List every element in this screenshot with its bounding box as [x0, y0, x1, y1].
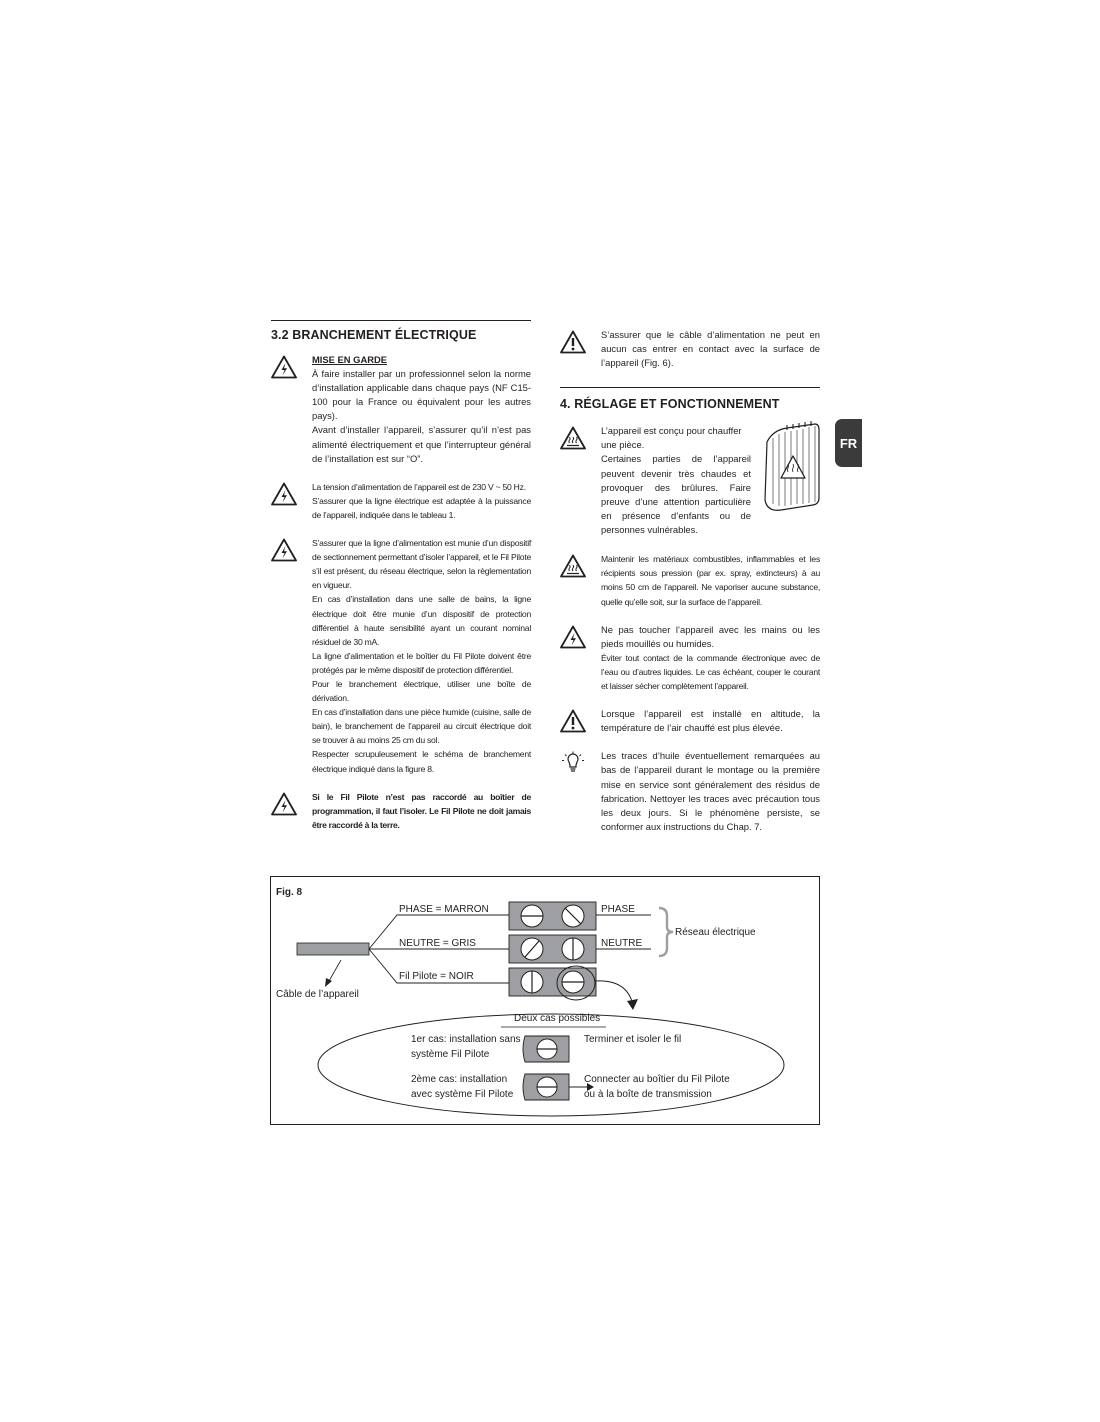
paragraph: Avant d’installer l’appareil, s’assurer qu’il n’est pas alimenté électriquement et que l’interrupteur général de l’installation est sur “O”.	[312, 424, 531, 464]
paragraph: Si le Fil Pilote n’est pas raccordé au boîtier de programmation, il faut l’isoler. Le Fil Pilote ne doit jamais être raccordé à la terre.	[312, 791, 531, 830]
paragraph: S’assurer que le câble d’alimentation ne peut en aucun cas entrer en contact avec la surface de l’appareil (Fig. 6).	[601, 329, 820, 369]
cases-ellipse	[318, 1014, 784, 1116]
warning-block-4	[271, 790, 531, 832]
section-rule	[271, 320, 531, 321]
reseau-label: Réseau électrique	[675, 927, 756, 938]
hot-surface-block-2	[560, 552, 820, 608]
section-rule	[560, 387, 820, 388]
section-title-4: 4. RÉGLAGE ET FONCTIONNEMENT	[560, 397, 780, 412]
warning-block-cable	[560, 328, 820, 370]
hot-surface-icon	[560, 426, 586, 450]
terminal-block-pilote	[509, 966, 596, 1000]
case2-line1: 2ème cas: installation	[411, 1074, 508, 1085]
case1-line2: système Fil Pilote	[411, 1049, 490, 1060]
paragraph: La ligne d’alimentation et le boîtier du Fil Pilote doivent être protégés par le même dispositif de protection différentiel.	[312, 650, 531, 675]
paragraph: L’appareil est conçu pour chauffer une pièce.	[601, 425, 742, 451]
wire-neutre-label: NEUTRE = GRIS	[399, 938, 476, 949]
terminal-block-phase	[509, 902, 596, 930]
paragraph: En cas d’installation dans une salle de bains, la ligne électrique doit être munie d’un dispositif de protection différentiel à haute sensibilité ayant un courant nominal résiduel de 30 mA.	[312, 594, 531, 647]
warning-block-2	[271, 480, 531, 522]
paragraph: S’assurer que la ligne électrique est adaptée à la puissance de l’appareil, indiquée dans le tableau 1.	[312, 495, 531, 520]
electric-hazard-icon	[271, 355, 297, 379]
appliance-cable	[297, 943, 369, 955]
figure-label: Fig. 8	[276, 887, 303, 898]
arrow-icon	[325, 978, 332, 987]
paragraph: Pour le branchement électrique, utiliser une boîte de dérivation.	[312, 678, 531, 704]
paragraph: Maintenir les matériaux combustibles, inflammables et les récipients sous pression (par ex. spray, extincteurs) à au moins 50 cm de l’appareil. Ne vaporiser aucune substance, quelle qu’elle soit, sur la surface de l’appareil.	[601, 554, 820, 607]
electric-hazard-icon	[271, 792, 297, 816]
paragraph: Lorsque l’appareil est installé en altitude, la température de l’air chauffé est plus élevée.	[601, 708, 820, 734]
hot-surface-block-1	[560, 424, 820, 537]
warning-block-3	[271, 536, 531, 776]
warning-icon	[560, 330, 586, 354]
paragraph: La tension d’alimentation de l’appareil est de 230 V ~ 50 Hz.	[312, 481, 526, 492]
case1-action: Terminer et isoler le fil	[584, 1034, 682, 1045]
warning-icon	[560, 709, 586, 733]
case1-terminal	[523, 1036, 569, 1062]
case2-action-line2: ou à la boîte de transmission	[584, 1089, 712, 1100]
warning-block-altitude	[560, 707, 820, 735]
electric-block-5	[560, 623, 820, 693]
hot-surface-icon	[560, 554, 586, 578]
light-bulb-icon	[560, 751, 586, 775]
left-column	[271, 320, 531, 832]
info-block	[560, 749, 820, 834]
wire-phase-label: PHASE = MARRON	[399, 904, 489, 915]
cable-pointer-line	[329, 960, 341, 981]
paragraph: S’assurer que la ligne d’alimentation est munie d’un dispositif de sectionnement permettant d’isoler l’appareil, et le Fil Pilote s’il est présent, du réseau électrique, selon la règlementation en vigueur.	[312, 538, 531, 591]
wire-pilote-label: Fil Pilote = NOIR	[399, 971, 474, 982]
case2-terminal	[523, 1074, 569, 1100]
electric-hazard-icon	[560, 625, 586, 649]
deux-cas-title: Deux cas possibles	[514, 1013, 601, 1024]
terminal-block-neutre	[509, 935, 596, 963]
case2-action-line1: Connecter au boîtier du Fil Pilote	[584, 1074, 730, 1085]
paragraph: Les traces d’huile éventuellement remarquées au bas de l’appareil durant le montage ou la première mise en service sont généralement des résidus de fabrication. Nettoyer les traces avec précaution tous les deux jours. Si le phénomène persiste, se conformer aux instructions du Chap. 7.	[601, 750, 820, 832]
out-neutre-label: NEUTRE	[601, 938, 643, 949]
brace-icon	[659, 908, 673, 956]
paragraph: Ne pas toucher l’appareil avec les mains ou les pieds mouillés ou humides.	[601, 623, 820, 649]
radiator-illustration	[759, 420, 823, 516]
paragraph: À faire installer par un professionnel selon la norme d’installation applicable dans chaque pays (NF C15-100 pour la France ou équivalent pour les autres pays).	[312, 368, 531, 422]
case2-line2: avec système Fil Pilote	[411, 1089, 514, 1100]
warning-block-1	[271, 353, 531, 466]
figure-8-wiring-diagram	[270, 876, 820, 1125]
electric-hazard-icon	[271, 482, 297, 506]
wiring-diagram	[271, 877, 821, 1126]
paragraph: Certaines parties de l’appareil peuvent devenir très chaudes et provoquer des brûlures. Faire preuve d’une attention particulière en présence d’enfants ou de personnes vulnérables.	[601, 453, 751, 535]
paragraph: En cas d’installation dans une pièce humide (cuisine, salle de bain), le branchement de l’appareil au circuit électrique doit se trouver à au moins 25 cm du sol.	[312, 707, 531, 746]
language-tab-fr[interactable]: FR	[835, 419, 862, 467]
arrow-icon	[627, 999, 638, 1010]
paragraph: Respecter scrupuleusement le schéma de branchement électrique indiqué dans la figure 8.	[312, 749, 531, 774]
electric-hazard-icon	[271, 538, 297, 562]
right-column	[560, 320, 820, 834]
warning-heading: MISE EN GARDE	[312, 354, 388, 365]
cable-label: Câble de l’appareil	[276, 989, 359, 1000]
out-phase-label: PHASE	[601, 904, 635, 915]
section-title-32: 3.2 BRANCHEMENT ÉLECTRIQUE	[271, 328, 477, 342]
paragraph: Éviter tout contact de la commande électronique avec de l’eau ou d’autres liquides. Le cas échéant, couper le courant et laisser sécher complètement l’appareil.	[601, 652, 820, 692]
case1-line1: 1er cas: installation sans	[411, 1034, 521, 1045]
